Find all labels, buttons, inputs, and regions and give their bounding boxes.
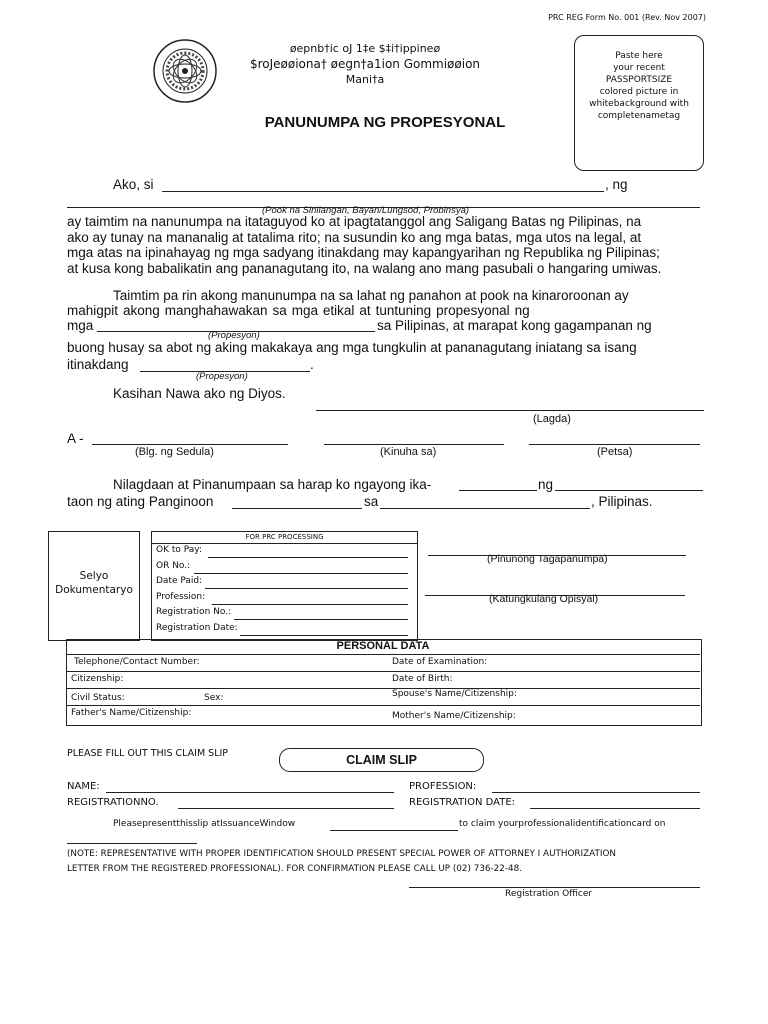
- photo-line: your recent: [613, 63, 665, 73]
- commission-text: $roJeøøiona† øegn†a1ion Gommiøøion: [249, 57, 481, 71]
- oath-paragraph-1: [67, 214, 707, 276]
- name-blank[interactable]: [162, 191, 604, 192]
- kinuha-blank[interactable]: [324, 444, 504, 445]
- photo-line: whitebackground with: [589, 99, 689, 109]
- table-row: [66, 688, 700, 706]
- propesyon-caption-2: (Propesyon): [196, 371, 248, 382]
- photo-box: [574, 35, 704, 171]
- oath-line: at kusa kong babalikatin ang pananagutang ito, na walang ano mang pasubali o hangaring umiwas.: [67, 260, 662, 276]
- prc-field-label: Profession:: [156, 591, 206, 602]
- table-row: [66, 654, 700, 672]
- issuance-window-blank[interactable]: [330, 830, 458, 831]
- pook-caption: (Pook na Sinilangan, Bayan/Lungsod, Probinsya): [262, 205, 470, 216]
- claim-slip-title: CLAIM SLIP: [279, 748, 484, 772]
- photo-line: PASSPORTSIZE: [605, 75, 673, 85]
- pilipinas-text: , Pilipinas.: [591, 494, 653, 509]
- year-blank[interactable]: [232, 508, 362, 509]
- place-blank[interactable]: [380, 508, 590, 509]
- oath-line: sa Pilipinas, at marapat kong gagampanan ng: [377, 318, 652, 333]
- claim-date-blank[interactable]: [67, 843, 197, 844]
- prc-field-label: Registration Date:: [156, 622, 238, 633]
- oath-line: ako ay tunay na mananalig at tatalima rito; na susundin ko ang mga batas, mga utos na legal, at: [67, 229, 642, 245]
- claim-regdate-label: REGISTRATION DATE:: [409, 797, 516, 808]
- ng-label: , ng: [605, 177, 628, 192]
- present-text-2: to claim yourprofessionalidentificationcard on: [459, 819, 666, 829]
- oath-line: buong husay sa abot ng aking makakaya ang mga tungkulin at pananagutang iniatang sa isang: [67, 340, 637, 355]
- ako-si-label: Ako, si: [113, 177, 154, 192]
- prc-field-blank[interactable]: [205, 588, 408, 589]
- city-text: Mani†a: [345, 73, 385, 86]
- table-row: [66, 705, 700, 724]
- registration-officer-caption: Registration Officer: [505, 889, 593, 899]
- kasihan-text: Kasihan Nawa ako ng Diyos.: [113, 386, 286, 401]
- sedula-caption: (Blg. ng Sedula): [135, 446, 214, 458]
- photo-line: colored picture in: [599, 87, 679, 97]
- selyo-label: Selyo: [79, 570, 109, 582]
- please-fill-text: PLEASE FILL OUT THIS CLAIM SLIP: [67, 748, 229, 759]
- present-text: Pleasepresentthisslip atIssuanceWindow: [113, 819, 296, 829]
- table-row: [66, 671, 700, 689]
- mga-label: mga: [67, 318, 94, 333]
- citizenship-label: Citizenship:: [71, 674, 124, 684]
- father-label: Father's Name/Citizenship:: [71, 708, 192, 718]
- sa-label: sa: [364, 494, 379, 509]
- prc-field-blank[interactable]: [234, 619, 408, 620]
- prc-field-label: Registration No.:: [156, 607, 232, 617]
- claim-regno-label: REGISTRATIONNO.: [67, 797, 159, 808]
- month-blank[interactable]: [555, 490, 703, 491]
- claim-regno-blank[interactable]: [178, 808, 394, 809]
- pinunong-caption: (Pinunong Tagapanumpa): [487, 553, 608, 565]
- claim-profession-blank[interactable]: [492, 792, 700, 793]
- spouse-label: Spouse's Name/Citizenship:: [392, 689, 517, 699]
- prc-processing-title: FOR PRC PROCESSING: [152, 532, 417, 544]
- period: .: [310, 357, 314, 372]
- oath-line: Taimtim pa rin akong manunumpa na sa lahat ng panahon at pook na kinaroroonan ay: [113, 288, 629, 303]
- day-blank[interactable]: [459, 490, 537, 491]
- mother-label: Mother's Name/Citizenship:: [392, 711, 516, 721]
- katungkulang-caption: (Katungkulang Opisyal): [489, 593, 599, 605]
- note-text: [67, 847, 616, 877]
- signature-line[interactable]: [316, 410, 704, 411]
- petsa-caption: (Petsa): [597, 446, 633, 458]
- taon-text: taon ng ating Panginoon: [67, 494, 214, 509]
- civil-status-label: Civil Status:: [71, 693, 125, 703]
- date-birth-label: Date of Birth:: [392, 674, 453, 684]
- propesyon-caption: (Propesyon): [208, 330, 260, 341]
- oath-line: mahigpit akong manghahawakan sa mga etikal at tuntuning propesyonal ng: [67, 303, 530, 318]
- note-line: LETTER FROM THE REGISTERED PROFESSIONAL). FOR CONFIRMATION PLEASE CALL UP (02) 736-22-48.: [67, 864, 523, 874]
- ng-label-2: ng: [538, 477, 554, 492]
- personal-data-title: PERSONAL DATA: [66, 639, 700, 655]
- date-exam-label: Date of Examination:: [392, 657, 488, 667]
- prc-seal-icon: [152, 38, 218, 104]
- lagda-caption: (Lagda): [533, 413, 571, 425]
- itinakdang-label: itinakdang: [67, 357, 129, 372]
- prc-field-label: OK to Pay:: [156, 545, 202, 555]
- claim-name-label: NAME:: [67, 781, 100, 792]
- form-code: PRC REG Form No. 001 (Rev. Nov 2007): [548, 13, 706, 22]
- a-prefix: A -: [67, 431, 84, 446]
- prc-field-blank[interactable]: [208, 557, 408, 558]
- photo-line: completenametag: [597, 111, 681, 121]
- kinuha-caption: (Kinuha sa): [380, 446, 437, 458]
- claim-name-blank[interactable]: [106, 792, 394, 793]
- selyo-box: [48, 531, 140, 641]
- sedula-blank[interactable]: [92, 444, 288, 445]
- claim-profession-label: PROFESSION:: [409, 781, 477, 792]
- prc-field-label: Date Paid:: [156, 576, 203, 586]
- prc-field-blank[interactable]: [212, 604, 408, 605]
- oath-line: mga atas na ipinahayag ng mga sadyang itinakdang may kapangyarihan ng Republika ng Pilipinas;: [67, 245, 660, 260]
- note-line: (NOTE: REPRESENTATIVE WITH PROPER IDENTIFICATION SHOULD PRESENT SPECIAL POWER OF ATTORNEY I AUTHORIZATION: [67, 849, 616, 859]
- telephone-label: Telephone/Contact Number:: [74, 657, 200, 667]
- sex-label: Sex:: [204, 693, 224, 703]
- selyo-label: Dokumentaryo: [55, 584, 133, 596]
- officer-signature-line[interactable]: [409, 887, 700, 888]
- sworn-text: Nilagdaan at Pinanumpaan sa harap ko ngayong ika-: [113, 477, 432, 492]
- prc-field-label: OR No.:: [156, 560, 191, 571]
- page-title: PANUNUMPA NG PROPESYONAL: [264, 114, 506, 131]
- prc-field-blank[interactable]: [240, 635, 408, 636]
- claim-regdate-blank[interactable]: [530, 808, 700, 809]
- prc-field-blank[interactable]: [194, 573, 408, 574]
- photo-line: Paste here: [615, 51, 663, 61]
- petsa-blank[interactable]: [529, 444, 700, 445]
- oath-line: ay taimtim na nanunumpa na itataguyod ko at ipagtatanggol ang Saligang Batas ng Pilipinas, na: [67, 214, 642, 229]
- republic-text: øepnb†ic oJ 1‡e $‡i†ippineø: [289, 42, 441, 55]
